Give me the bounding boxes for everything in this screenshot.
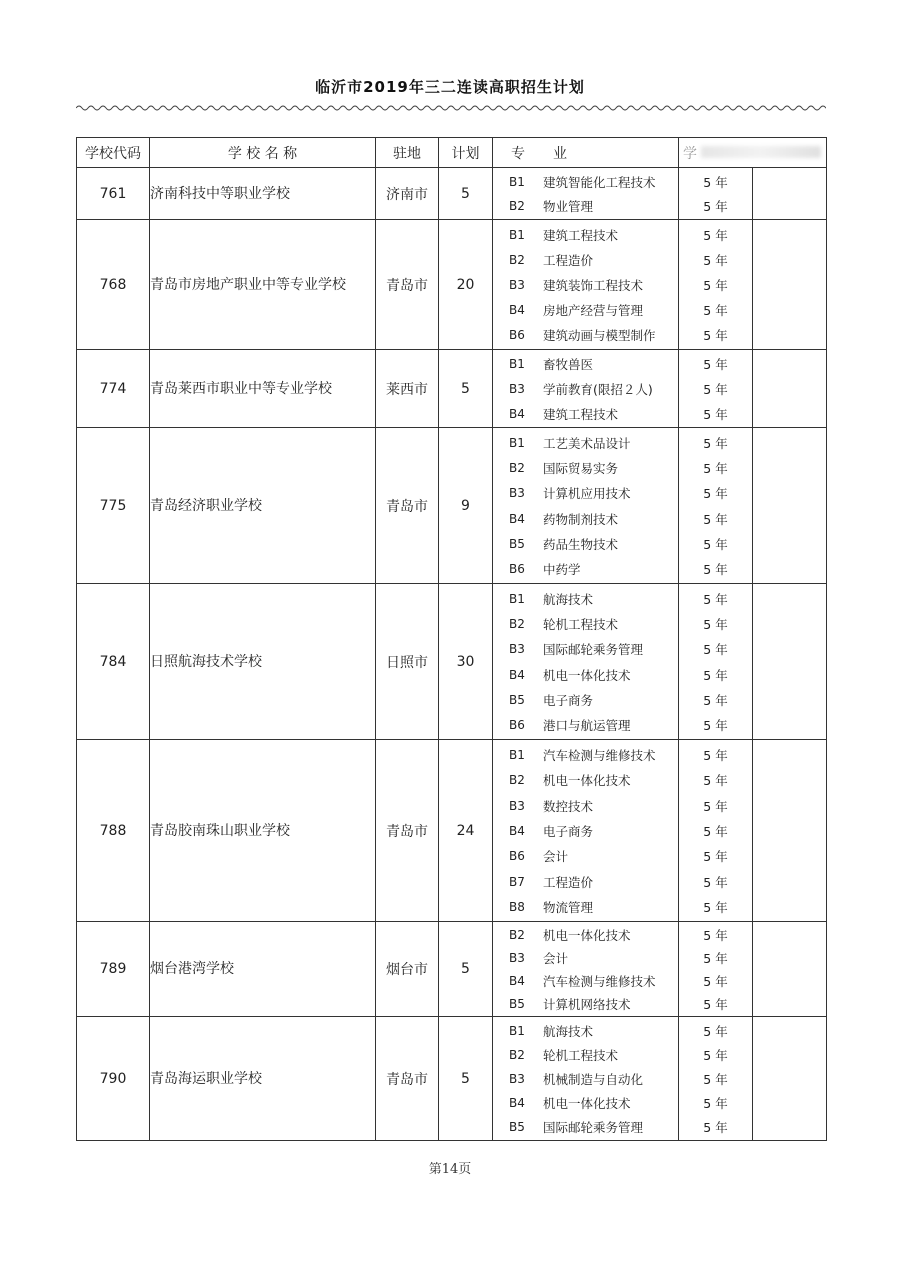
major-duration: 5 年 [703, 928, 728, 944]
major-item [493, 1067, 678, 1091]
major-code: B1 [509, 435, 525, 450]
enrollment-plan-table [76, 137, 827, 1141]
major-code: B1 [509, 175, 525, 189]
major-item [493, 222, 678, 247]
major-duration: 5 年 [703, 175, 728, 190]
table-body [77, 168, 827, 1141]
major-name: 机电一体化技术 [543, 1096, 631, 1111]
major-item [493, 506, 678, 531]
empty-cell [753, 220, 827, 350]
major-duration: 5 年 [703, 435, 728, 451]
major-code: B5 [509, 536, 525, 551]
major-item [493, 194, 678, 218]
major-duration: 5 年 [703, 591, 728, 607]
major-duration: 5 年 [703, 357, 728, 373]
major-name: 计算机网络技术 [543, 996, 631, 1012]
duration-list [679, 922, 753, 1017]
major-duration: 5 年 [703, 277, 728, 293]
major-item [493, 481, 678, 506]
school-location: 青岛市 [376, 220, 439, 350]
major-item [493, 247, 678, 272]
major-duration: 5 年 [703, 1120, 728, 1135]
major-list [493, 428, 679, 584]
major-name: 国际贸易实务 [543, 460, 619, 476]
major-name: 建筑工程技术 [543, 406, 619, 422]
header-duration-label: 学 [683, 145, 697, 162]
school-code: 784 [77, 584, 150, 740]
major-item [493, 793, 678, 818]
school-location: 青岛市 [376, 740, 439, 922]
major-duration: 5 年 [703, 1072, 728, 1087]
school-name: 青岛市房地产职业中等专业学校 [150, 220, 376, 350]
major-name: 学前教育(限招２人) [543, 381, 653, 397]
major-list [493, 740, 679, 922]
duration-list [679, 428, 753, 584]
major-item [493, 586, 678, 611]
major-list [493, 350, 679, 428]
major-item [493, 531, 678, 556]
major-code: B2 [509, 199, 525, 213]
school-name: 青岛胶南珠山职业学校 [150, 740, 376, 922]
major-name: 航海技术 [543, 591, 594, 607]
major-duration: 5 年 [703, 747, 728, 763]
major-duration: 5 年 [703, 900, 728, 916]
major-code: B4 [509, 973, 525, 988]
major-duration: 5 年 [703, 718, 728, 734]
major-list [493, 168, 679, 220]
major-code: B3 [509, 1072, 525, 1086]
school-location: 莱西市 [376, 350, 439, 428]
table-row [77, 220, 827, 350]
major-name: 工程造价 [543, 874, 594, 890]
major-item [493, 170, 678, 194]
table-row [77, 922, 827, 1017]
major-name: 建筑装饰工程技术 [543, 277, 644, 293]
major-item [493, 455, 678, 480]
major-item [493, 895, 678, 920]
major-item [493, 298, 678, 323]
major-code: B8 [509, 900, 525, 915]
empty-cell [753, 922, 827, 1017]
major-name: 建筑动画与模型制作 [543, 328, 656, 344]
major-code: B6 [509, 562, 525, 577]
major-code: B2 [509, 1048, 525, 1062]
major-item [493, 611, 678, 636]
major-item [493, 713, 678, 738]
major-code: B4 [509, 511, 525, 526]
major-name: 国际邮轮乘务管理 [543, 642, 644, 658]
major-duration: 5 年 [703, 328, 728, 344]
major-duration: 5 年 [703, 798, 728, 814]
major-name: 药物制剂技术 [543, 511, 619, 527]
major-item [493, 992, 678, 1015]
header-plan: 计划 [439, 138, 493, 168]
major-item [493, 272, 678, 297]
major-item [493, 1019, 678, 1043]
school-code: 790 [77, 1017, 150, 1141]
school-plan: 5 [439, 922, 493, 1017]
major-duration: 5 年 [703, 823, 728, 839]
school-code: 768 [77, 220, 150, 350]
empty-cell [753, 1017, 827, 1141]
empty-cell [753, 740, 827, 922]
major-name: 轮机工程技术 [543, 616, 619, 632]
major-code: B4 [509, 303, 525, 318]
major-duration: 5 年 [703, 199, 728, 214]
empty-cell [753, 168, 827, 220]
major-list [493, 1017, 679, 1141]
major-duration: 5 年 [703, 460, 728, 476]
school-plan: 5 [439, 350, 493, 428]
page-number: 第14页 [428, 1162, 472, 1177]
header-location: 驻地 [376, 138, 439, 168]
major-item [493, 767, 678, 792]
major-code: B3 [509, 486, 525, 501]
major-list [493, 922, 679, 1017]
major-code: B1 [509, 1024, 525, 1038]
major-code: B3 [509, 381, 525, 396]
page-title: 临沂市2019年三二连读高职招生计划 [315, 78, 585, 96]
major-code: B3 [509, 277, 525, 292]
school-location: 日照市 [376, 584, 439, 740]
major-duration: 5 年 [703, 227, 728, 243]
major-name: 机电一体化技术 [543, 667, 631, 683]
major-item [493, 1115, 678, 1139]
major-code: B2 [509, 928, 525, 943]
table-header-row [77, 138, 827, 168]
major-name: 建筑工程技术 [543, 227, 619, 243]
major-name: 数控技术 [543, 798, 594, 814]
major-item [493, 970, 678, 993]
major-duration: 5 年 [703, 1024, 728, 1039]
school-code: 761 [77, 168, 150, 220]
major-code: B1 [509, 747, 525, 762]
major-duration: 5 年 [703, 1048, 728, 1063]
major-item [493, 401, 678, 426]
major-code: B1 [509, 591, 525, 606]
school-plan: 9 [439, 428, 493, 584]
empty-cell [753, 350, 827, 428]
table-row [77, 168, 827, 220]
major-code: B4 [509, 406, 525, 421]
major-code: B1 [509, 227, 525, 242]
major-name: 会计 [543, 849, 569, 865]
school-name: 青岛海运职业学校 [150, 1017, 376, 1141]
school-code: 789 [77, 922, 150, 1017]
major-code: B4 [509, 1096, 525, 1110]
major-duration: 5 年 [703, 692, 728, 708]
major-code: B2 [509, 252, 525, 267]
school-location: 青岛市 [376, 428, 439, 584]
school-code: 788 [77, 740, 150, 922]
major-duration: 5 年 [703, 1096, 728, 1111]
major-duration: 5 年 [703, 252, 728, 268]
major-name: 建筑智能化工程技术 [543, 175, 656, 190]
major-name: 药品生物技术 [543, 536, 619, 552]
major-code: B3 [509, 642, 525, 657]
major-name: 机电一体化技术 [543, 928, 631, 944]
table-row [77, 740, 827, 922]
table-row [77, 428, 827, 584]
table-row [77, 1017, 827, 1141]
school-code: 774 [77, 350, 150, 428]
major-code: B2 [509, 616, 525, 631]
school-name: 青岛莱西市职业中等专业学校 [150, 350, 376, 428]
major-name: 轮机工程技术 [543, 1048, 619, 1063]
header-school-code: 学校代码 [77, 138, 150, 168]
major-duration: 5 年 [703, 849, 728, 865]
major-item [493, 557, 678, 582]
school-plan: 20 [439, 220, 493, 350]
major-duration: 5 年 [703, 973, 728, 989]
major-code: B6 [509, 849, 525, 864]
major-name: 国际邮轮乘务管理 [543, 1120, 644, 1135]
major-code: B3 [509, 798, 525, 813]
major-name: 汽车检测与维修技术 [543, 973, 656, 989]
duration-list [679, 584, 753, 740]
school-location: 青岛市 [376, 1017, 439, 1141]
school-name: 日照航海技术学校 [150, 584, 376, 740]
major-item [493, 742, 678, 767]
major-duration: 5 年 [703, 642, 728, 658]
major-code: B2 [509, 773, 525, 788]
major-name: 物流管理 [543, 900, 594, 916]
empty-cell [753, 428, 827, 584]
major-name: 汽车检测与维修技术 [543, 747, 656, 763]
duration-list [679, 168, 753, 220]
major-duration: 5 年 [703, 511, 728, 527]
major-duration: 5 年 [703, 874, 728, 890]
major-name: 工程造价 [543, 252, 594, 268]
duration-list [679, 350, 753, 428]
major-item [493, 377, 678, 402]
major-list [493, 584, 679, 740]
table-row [77, 350, 827, 428]
header-duration [679, 138, 827, 168]
duration-list [679, 220, 753, 350]
major-name: 电子商务 [543, 692, 594, 708]
school-name: 青岛经济职业学校 [150, 428, 376, 584]
major-duration: 5 年 [703, 562, 728, 578]
major-duration: 5 年 [703, 536, 728, 552]
major-code: B3 [509, 951, 525, 966]
major-item [493, 1043, 678, 1067]
major-duration: 5 年 [703, 667, 728, 683]
school-code: 775 [77, 428, 150, 584]
major-item [493, 947, 678, 970]
major-name: 中药学 [543, 562, 581, 578]
major-item [493, 1091, 678, 1115]
major-duration: 5 年 [703, 381, 728, 397]
major-name: 港口与航运管理 [543, 718, 631, 734]
empty-cell [753, 584, 827, 740]
major-duration: 5 年 [703, 406, 728, 422]
major-item [493, 818, 678, 843]
major-name: 工艺美术品设计 [543, 435, 631, 451]
school-plan: 30 [439, 584, 493, 740]
decorative-border [76, 103, 826, 113]
school-plan: 5 [439, 1017, 493, 1141]
major-item [493, 662, 678, 687]
major-item [493, 430, 678, 455]
header-school-name: 学 校 名 称 [150, 138, 376, 168]
school-plan: 5 [439, 168, 493, 220]
major-duration: 5 年 [703, 486, 728, 502]
school-plan: 24 [439, 740, 493, 922]
major-duration: 5 年 [703, 303, 728, 319]
major-duration: 5 年 [703, 616, 728, 632]
major-code: B4 [509, 667, 525, 682]
major-name: 会计 [543, 951, 569, 967]
major-item [493, 323, 678, 348]
major-duration: 5 年 [703, 996, 728, 1012]
major-code: B5 [509, 1120, 525, 1134]
major-name: 物业管理 [543, 199, 594, 214]
major-name: 航海技术 [543, 1024, 594, 1039]
major-name: 机械制造与自动化 [543, 1072, 644, 1087]
major-code: B5 [509, 692, 525, 707]
header-major-label: 专 业 [511, 145, 567, 162]
redacted-text [701, 146, 821, 158]
major-name: 机电一体化技术 [543, 773, 631, 789]
major-name: 房地产经营与管理 [543, 303, 644, 319]
major-code: B6 [509, 328, 525, 343]
major-item [493, 687, 678, 712]
major-item [493, 869, 678, 894]
duration-list [679, 740, 753, 922]
school-location: 烟台市 [376, 922, 439, 1017]
major-duration: 5 年 [703, 951, 728, 967]
major-item [493, 352, 678, 377]
table-row [77, 584, 827, 740]
school-name: 烟台港湾学校 [150, 922, 376, 1017]
major-name: 畜牧兽医 [543, 357, 594, 373]
header-major [493, 138, 679, 168]
major-item [493, 924, 678, 947]
major-name: 计算机应用技术 [543, 486, 631, 502]
major-code: B7 [509, 874, 525, 889]
major-code: B1 [509, 357, 525, 372]
school-location: 济南市 [376, 168, 439, 220]
major-item [493, 637, 678, 662]
school-name: 济南科技中等职业学校 [150, 168, 376, 220]
major-name: 电子商务 [543, 823, 594, 839]
major-code: B5 [509, 996, 525, 1011]
major-code: B2 [509, 460, 525, 475]
major-code: B6 [509, 718, 525, 733]
major-list [493, 220, 679, 350]
major-item [493, 844, 678, 869]
duration-list [679, 1017, 753, 1141]
major-duration: 5 年 [703, 773, 728, 789]
major-code: B4 [509, 823, 525, 838]
